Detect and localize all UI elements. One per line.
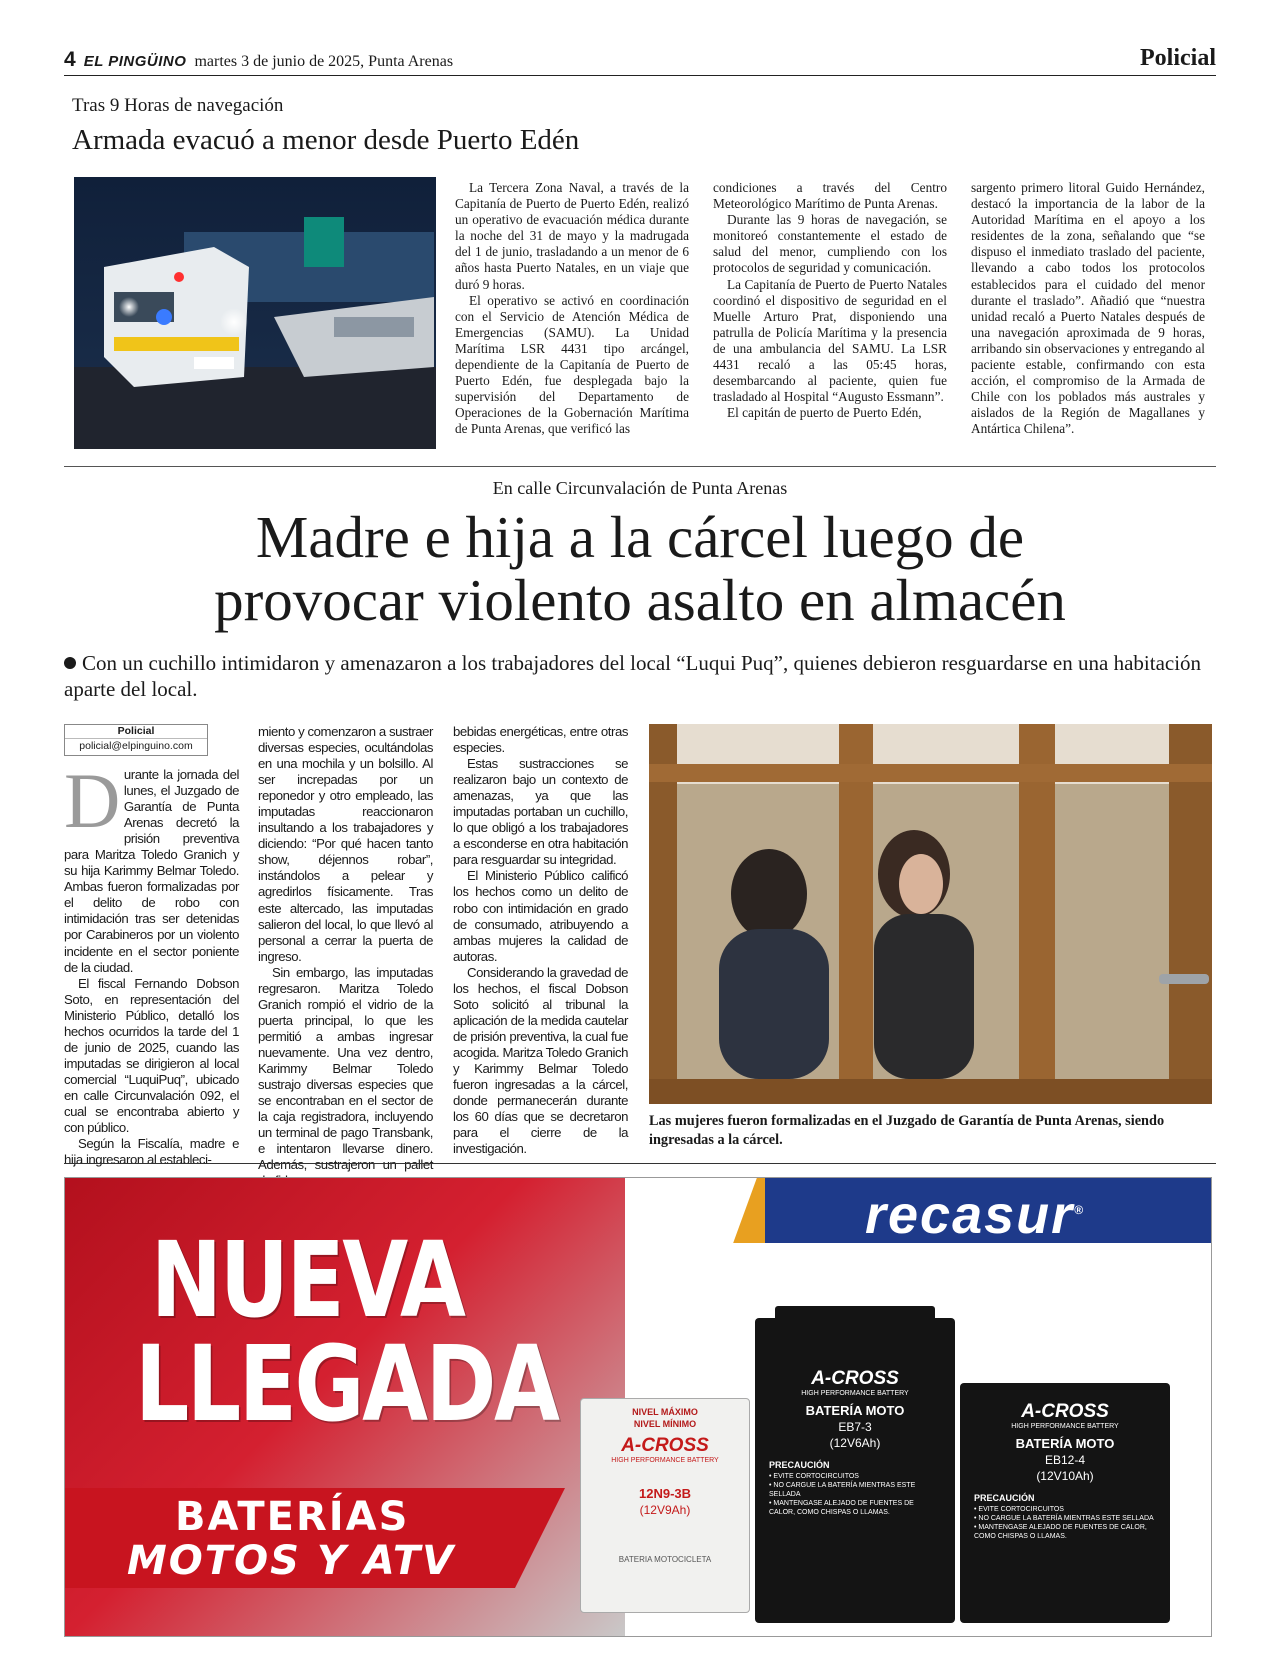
byline [64,724,208,756]
battery-spec: (12V6Ah) [829,1436,881,1450]
battery-model: EB7-3 [838,1420,872,1434]
paragraph: La Capitanía de Puerto de Puerto Natales coordinó el dispositivo de seguridad en el Muelle Arturo Prat, disponiendo una patrulla de Policía Marítima y la presencia de una ambulancia del SAMU. La LSR 4431 recaló a las 05:45 horas, desembarcando al paciente, quien fue trasladado al Hospital “Augusto Essmann”. [713,276,947,405]
ad-headline-line-2: LLEGADA [135,1323,558,1445]
battery-model: 12N9-3B [638,1486,692,1501]
section-divider [64,1163,1216,1164]
story1-column-1 [455,180,689,438]
newspaper-logo: EL PINGÜINO [83,53,187,70]
ad-subheadline-1: BATERÍAS [175,1494,410,1540]
page-header [64,45,1216,76]
battery-level-min: NIVEL MÍNIMO [633,1419,697,1429]
story1-column-3 [971,180,1205,438]
warning-line: • MANTENGASE ALEJADO DE FUENTES DE CALOR, COMO CHISPAS O LLAMAS. [769,1500,914,1516]
paragraph: El fiscal Fernando Dobson Soto, en representación del Ministerio Público, detalló los hechos ocurridos la tarde del 1 de junio de 2025, cuando las imputadas se dirigieron al local comercial “LuquiPuq”, ubicado en calle Circunvalación 092, el cual se encontraba abierto y con público. [64,975,239,1136]
section-divider [64,466,1216,467]
paragraph: Durante las 9 horas de navegación, se monitoreó constantemente el estado de salud del menor, cumpliendo con los protocolos de seguridad y comunicación. [713,212,947,276]
page-number: 4 [64,48,76,71]
deck-text: Con un cuchillo intimidaron y amenazaron a los trabajadores del local “Luqui Puq”, quienes debieron resguardarse en una habitación aparte del local. [64,651,1202,701]
battery-brand: A-CROSS [621,1435,709,1456]
story2-deck [64,650,1216,702]
paragraph: El Ministerio Público calificó los hechos como un delito de robo con intimidación en grado de consumado, atribuyendo a ambas mujeres la calidad de autoras. [453,868,628,964]
brand-name: recasur [865,1185,1075,1245]
paragraph: miento y comenzaron a sustraer diversas especies, ocultándolas en una mochila y un bolsillo. Al ser increpadas por un reponedor y otro empleado, las imputadas reaccionaron insultando a los trabajadores y diciendo: “Por qué hacen tanto show, déjennos robar”, instándolos a pelear y agredirlos físicamente. Tras este altercado, las imputadas salieron del local, lo que llevó al personal a cerrar la puerta de ingreso. [258,724,433,964]
paragraph: bebidas energéticas, entre otras especies. [453,724,628,756]
battery-eb7-3 [755,1318,955,1623]
paragraph: Considerando la gravedad de los hechos, el fiscal Dobson Soto solicitó al tribunal la aplicación de la medida cautelar de prisión preventiva, la cual fue acogida. Maritza Toledo Granich y Karimmy Belmar Toledo fueron ingresadas a la cárcel, donde permanecerán durante los 60 días que se decretaron para el cierre de la investigación. [453,964,628,1157]
battery-cap [775,1306,935,1318]
warning-line: • NO CARGUE LA BATERÍA MIENTRAS ESTE SELLADA [974,1515,1154,1522]
story1-kicker: Tras 9 Horas de navegación [72,95,284,116]
battery-brand: A-CROSS [1021,1401,1109,1422]
byline-section: Policial [65,725,207,739]
section-title: Policial [1140,45,1216,71]
ad-headline [135,1219,558,1445]
story2-column-3 [453,724,628,1157]
paragraph: El capitán de puerto de Puerto Edén, [727,405,922,421]
story2-column-2 [258,724,433,1189]
ambulance-boat-photo [74,177,436,449]
photo-caption: Las mujeres fueron formalizadas en el Juzgado de Garantía de Punta Arenas, siendo ingresadas a la cárcel. [649,1113,1165,1148]
registered-mark: ® [1074,1203,1085,1217]
ad-headline-line-1: NUEVA [150,1219,464,1341]
bullet-icon [64,657,76,669]
paragraph: La Tercera Zona Naval, a través de la Capitanía de Puerto de Puerto Edén, realizó un operativo de evacuación médica durante la noche del 31 de mayo y la madrugada del 1 de junio, trasladando a un menor de 6 años hasta Puerto Natales, en un viaje que duró 9 horas. [455,180,689,292]
story2-headline [64,506,1216,632]
battery-precaution: PRECAUCIÓN [974,1493,1035,1503]
battery-spec: (12V9Ah) [639,1503,691,1517]
battery-type: BATERÍA MOTO [1015,1436,1115,1451]
battery-spec: (12V10Ah) [1036,1469,1094,1483]
battery-tagline: HIGH PERFORMANCE BATTERY [611,1457,719,1464]
warning-line: • MANTENGASE ALEJADO DE FUENTES DE CALOR, COMO CHISPAS O LLAMAS. [974,1524,1147,1540]
headline-line-2: provocar violento asalto en almacén [214,567,1066,633]
paragraph: Sin embargo, las imputadas regresaron. Maritza Toledo Granich rompió el vidrio de la puerta principal, lo que les permitió a ambas ingresar nuevamente. Una vez dentro, Karimmy Belmar Toledo sustrajo diversas especies que se encontraban en el sector de la caja registradora, incluyendo un terminal de pago Transbank, e intentaron llevarse dinero. Además, sustrajeron un pallet [258,964,433,1173]
story2-column-1 [64,757,239,1168]
warning-line: • EVITE CORTOCIRCUITOS [974,1506,1064,1513]
story1-column-2 [713,180,947,421]
paragraph: condiciones a través del Centro Meteorológico Marítimo de Punta Arenas. [713,180,947,212]
date-line: martes 3 de junio de 2025, Punta Arenas [194,53,454,70]
paragraph: El operativo se activó en coordinación con el Servicio de Atención Médica de Emergencias (SAMU). La Unidad Marítima LSR 4431 tipo arcángel, dependiente de la Capitanía de Puerto de Puerto Edén, fue desplegada bajo la supervisión del Departamento de Operaciones de la Gobernación Marítima de Punta Arenas, que verificó las [455,292,689,437]
courtroom-photo [649,724,1212,1104]
advertisement[interactable] [64,1177,1212,1637]
battery-precaution: PRECAUCIÓN [769,1460,830,1470]
battery-footer: BATERIA MOTOCICLETA [618,1555,712,1564]
battery-type: BATERÍA MOTO [805,1403,905,1418]
battery-tagline: HIGH PERFORMANCE BATTERY [801,1390,909,1397]
lead-text: urante la jornada del lunes, el Juzgado de Garantía de Punta Arenas decretó la prisión preventiva para Maritza Toledo Granich y su hija Karimmy Belmar Toledo. Ambas fueron formalizadas por el delito de robo con intimidación tras ser detenidas por Carabineros por un violento incidente en el sector poniente de la ciudad. [64,767,239,975]
battery-model: EB12-4 [1044,1453,1086,1467]
paragraph: Estas sustracciones se realizaron bajo un contexto de amenazas, ya que las imputadas portaban un cuchillo, lo que obligó a los trabajadores a esconderse en otra habitación para resguardar su integridad. [453,756,628,868]
battery-level-max: NIVEL MÁXIMO [632,1407,698,1417]
battery-warnings [755,1470,955,1517]
byline-email[interactable]: policial@elpinguino.com [79,740,193,752]
paragraph: Según la Fiscalía, madre e hija ingresaron al estableci- [64,1136,239,1168]
drop-cap: D [64,757,120,844]
headline-line-1: Madre e hija a la cárcel luego de [255,504,1025,570]
battery-eb12-4 [960,1383,1170,1623]
battery-12n9-3b [580,1398,750,1613]
story1-headline: Armada evacuó a menor desde Puerto Edén [72,124,580,156]
battery-tagline: HIGH PERFORMANCE BATTERY [1011,1423,1119,1430]
recasur-logo [865,1184,1085,1246]
battery-brand: A-CROSS [811,1368,899,1389]
paragraph: sargento primero litoral Guido Hernández, destacó la importancia de la labor de la Autoridad Marítima en el apoyo a los residentes de la zona, señalando que “se dispuso el inmediato traslado del paciente, llevando a cabo todos los protocolos establecidos para el cuidado del menor durante el traslado”. Añadió que “nuestra unidad recaló a Puerto Natales después de una navegación aproximada de 9 horas, arribando sin observaciones y entregando al paciente estable, confirmando con esta acción, el compromiso de la Armada de Chile con los poblados más australes y aislados de la Región de Magallanes y Antártica Chilena”. [971,180,1205,437]
warning-line: • EVITE CORTOCIRCUITOS [769,1473,859,1480]
header-left [64,48,453,72]
battery-warnings [960,1503,1170,1541]
warning-line: • NO CARGUE LA BATERÍA MIENTRAS ESTE SELLADA [769,1482,916,1498]
ad-subheadline-2: MOTOS Y ATV [127,1538,456,1584]
story2-kicker: En calle Circunvalación de Punta Arenas [492,478,788,498]
lead-paragraph [64,757,239,976]
